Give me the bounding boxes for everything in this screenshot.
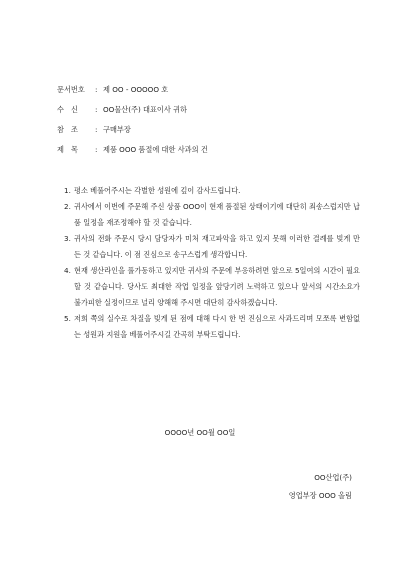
doc-number-value: 제 OO - OOOOO 호	[103, 85, 169, 94]
document-body	[64, 183, 360, 343]
subject-label: 제목	[57, 145, 85, 154]
reference-row: 참조 : 구매부장	[57, 125, 131, 134]
document-date: OOOO년 OO월 OO일	[164, 428, 236, 437]
item-number: 1.	[64, 186, 71, 195]
subject-value: 제품 OOO 품절에 대한 사과의 건	[103, 145, 208, 154]
reference-value: 구매부장	[103, 125, 131, 134]
item-text: 현재 생산라인을 풀가동하고 있지만 귀사의 주문에 부응하려면 앞으로 5일여의 시간이 필요할 것 같습니다. 당사도 최대한 작업 일정을 앞당기려 노력하고 있으나 앞서의 시간소요가 불가피한 실정이므로 널리 양해해 주시면 대단히 감사하겠습니다.	[74, 266, 360, 307]
list-item	[64, 263, 360, 311]
doc-number-label: 문서번호	[57, 85, 85, 94]
recipient-label: 수신	[57, 105, 85, 114]
list-item	[64, 183, 360, 199]
list-item	[64, 199, 360, 231]
item-number: 3.	[64, 234, 71, 243]
company-name: OO산업(주)	[314, 473, 352, 482]
list-item	[64, 231, 360, 263]
item-text: 평소 베풀어주시는 각별한 성원에 깊이 감사드립니다.	[74, 186, 241, 195]
doc-number-row: 문서번호 : 제 OO - OOOOO 호	[57, 85, 169, 94]
item-number: 5.	[64, 314, 71, 323]
item-text: 귀사의 전화 주문시 당시 담당자가 미처 재고파악을 하고 있지 못해 이러한 결례를 빚게 만든 것 같습니다. 이 점 진심으로 송구스럽게 생각합니다.	[74, 234, 360, 259]
document-header	[57, 84, 208, 164]
signer-line: 영업부장 OOO 올림	[288, 491, 352, 500]
subject-row: 제목 : 제품 OOO 품절에 대한 사과의 건	[57, 145, 208, 154]
recipient-value: OO물산(주) 대표이사 귀하	[103, 105, 187, 114]
item-text: 저희 쪽의 실수로 차질을 빚게 된 점에 대해 다시 한 번 진심으로 사과드리며 모쪼록 변함없는 성원과 지원을 베풀어주시길 간곡히 부탁드립니다.	[74, 314, 360, 339]
reference-label: 참조	[57, 125, 85, 134]
list-item	[64, 311, 360, 343]
item-number: 4.	[64, 266, 71, 275]
item-number: 2.	[64, 202, 71, 211]
recipient-row: 수신 : OO물산(주) 대표이사 귀하	[57, 105, 187, 114]
item-text: 귀사에서 이번에 주문해 주신 상품 OOO이 현재 품절된 상태이기에 대단히 죄송스럽지만 납품 일정을 재조정해야 할 것 같습니다.	[74, 202, 360, 227]
